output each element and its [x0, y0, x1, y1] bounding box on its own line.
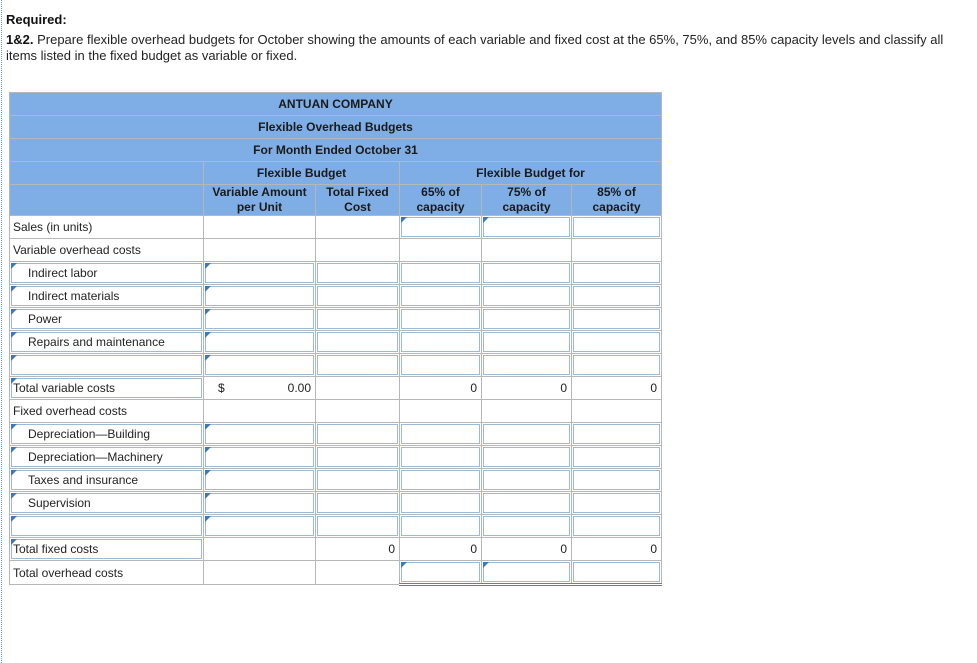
amount-75-input[interactable]: [482, 423, 572, 446]
amount-65-input[interactable]: [400, 354, 482, 377]
amount-65-input[interactable]: [400, 262, 482, 285]
empty-cell: [316, 216, 400, 239]
col-header-75: 75% of capacity: [482, 185, 572, 216]
instruction-text: Prepare flexible overhead budgets for October showing the amounts of each variable and fixed cost at the 65%, 75%, and 85% capacity levels and classify all items listed in the fixed budget as variable or fixed.: [6, 32, 944, 63]
table-row: [10, 354, 662, 377]
table-row: [10, 469, 662, 492]
sales-85-input[interactable]: [572, 216, 662, 239]
empty-cell: [204, 538, 316, 561]
amount-65-input[interactable]: [400, 308, 482, 331]
header-blank: [10, 162, 204, 185]
fixed-cost-input[interactable]: [316, 331, 400, 354]
fixed-cost-input[interactable]: [316, 423, 400, 446]
variable-rate-input[interactable]: [204, 285, 316, 308]
table-title: Flexible Overhead Budgets: [10, 116, 662, 139]
instruction-number: 1&2.: [6, 32, 34, 47]
amount-65-input[interactable]: [400, 331, 482, 354]
table-row: [10, 492, 662, 515]
total-variable-65: 0: [400, 377, 482, 400]
table-row: [10, 308, 662, 331]
col-header-total-fixed: Total Fixed Cost: [316, 185, 400, 216]
amount-85-input[interactable]: [572, 515, 662, 538]
row-label-variable-header: Variable overhead costs: [10, 239, 204, 262]
amount-85-input[interactable]: [572, 354, 662, 377]
amount-75-input[interactable]: [482, 331, 572, 354]
empty-cell: [204, 561, 316, 585]
table-row: [10, 538, 662, 561]
total-variable-rate-value: 0.00: [287, 381, 311, 395]
empty-cell: [204, 216, 316, 239]
amount-85-input[interactable]: [572, 446, 662, 469]
row-label-total-variable[interactable]: Total variable costs: [10, 377, 204, 400]
required-heading: Required:: [6, 12, 67, 27]
amount-65-input[interactable]: [400, 446, 482, 469]
fixed-item-label[interactable]: Taxes and insurance: [10, 469, 204, 492]
amount-85-input[interactable]: [572, 331, 662, 354]
variable-rate-input[interactable]: [204, 515, 316, 538]
empty-cell: [316, 561, 400, 585]
variable-item-label[interactable]: Power: [10, 308, 204, 331]
row-label-fixed-header: Fixed overhead costs: [10, 400, 204, 423]
amount-65-input[interactable]: [400, 515, 482, 538]
row-label-total-fixed[interactable]: Total fixed costs: [10, 538, 204, 561]
amount-65-input[interactable]: [400, 285, 482, 308]
group-flexible-budget: Flexible Budget: [204, 162, 400, 185]
variable-rate-input[interactable]: [204, 262, 316, 285]
fixed-cost-input[interactable]: [316, 262, 400, 285]
amount-85-input[interactable]: [572, 423, 662, 446]
variable-item-label[interactable]: Indirect materials: [10, 285, 204, 308]
amount-75-input[interactable]: [482, 285, 572, 308]
fixed-item-label[interactable]: Depreciation—Machinery: [10, 446, 204, 469]
total-fixed-65: 0: [400, 538, 482, 561]
table-row: [10, 423, 662, 446]
variable-item-label[interactable]: Indirect labor: [10, 262, 204, 285]
group-flexible-budget-for: Flexible Budget for: [400, 162, 662, 185]
total-variable-rate: [204, 377, 316, 400]
fixed-item-label[interactable]: [10, 515, 204, 538]
amount-75-input[interactable]: [482, 262, 572, 285]
instructions: [6, 32, 966, 64]
fixed-item-label[interactable]: Depreciation—Building: [10, 423, 204, 446]
total-fixed-85: 0: [572, 538, 662, 561]
variable-rate-input[interactable]: [204, 331, 316, 354]
page-left-border: [1, 0, 2, 663]
table-row: [10, 239, 662, 262]
amount-75-input[interactable]: [482, 492, 572, 515]
variable-rate-input[interactable]: [204, 354, 316, 377]
total-fixed-cost: 0: [316, 538, 400, 561]
fixed-cost-input[interactable]: [316, 446, 400, 469]
row-label-total-overhead: Total overhead costs: [10, 561, 204, 585]
table-period: For Month Ended October 31: [10, 139, 662, 162]
fixed-cost-input[interactable]: [316, 285, 400, 308]
amount-85-input[interactable]: [572, 492, 662, 515]
table-row: [10, 377, 662, 400]
sales-65-input[interactable]: [400, 216, 482, 239]
col-header-65: 65% of capacity: [400, 185, 482, 216]
fixed-cost-input[interactable]: [316, 308, 400, 331]
amount-65-input[interactable]: [400, 423, 482, 446]
fixed-cost-input[interactable]: [316, 354, 400, 377]
col-header-85: 85% of capacity: [572, 185, 662, 216]
total-variable-85: 0: [572, 377, 662, 400]
total-fixed-75: 0: [482, 538, 572, 561]
company-name: ANTUAN COMPANY: [10, 93, 662, 116]
row-label-sales: Sales (in units): [10, 216, 204, 239]
variable-rate-input[interactable]: [204, 469, 316, 492]
col-header-variable: Variable Amount per Unit: [204, 185, 316, 216]
fixed-cost-input[interactable]: [316, 469, 400, 492]
empty-cell: [316, 377, 400, 400]
table-row: [10, 400, 662, 423]
variable-rate-input[interactable]: [204, 308, 316, 331]
amount-85-input[interactable]: [572, 469, 662, 492]
sales-75-input[interactable]: [482, 216, 572, 239]
variable-rate-input[interactable]: [204, 492, 316, 515]
header-blank: [10, 185, 204, 216]
amount-65-input[interactable]: [400, 492, 482, 515]
amount-85-input[interactable]: [572, 308, 662, 331]
amount-75-input[interactable]: [482, 446, 572, 469]
variable-item-label[interactable]: [10, 354, 204, 377]
amount-75-input[interactable]: [482, 308, 572, 331]
fixed-item-label[interactable]: Supervision: [10, 492, 204, 515]
table-row: [10, 216, 662, 239]
table-row: [10, 446, 662, 469]
variable-item-label[interactable]: Repairs and maintenance: [10, 331, 204, 354]
fixed-cost-input[interactable]: [316, 515, 400, 538]
total-overhead-65-input[interactable]: [400, 561, 482, 585]
table-row: [10, 561, 662, 585]
amount-85-input[interactable]: [572, 285, 662, 308]
total-overhead-75-input[interactable]: [482, 561, 572, 585]
amount-85-input[interactable]: [572, 262, 662, 285]
amount-75-input[interactable]: [482, 354, 572, 377]
amount-65-input[interactable]: [400, 469, 482, 492]
fixed-cost-input[interactable]: [316, 492, 400, 515]
amount-75-input[interactable]: [482, 515, 572, 538]
variable-rate-input[interactable]: [204, 446, 316, 469]
table-row: [10, 515, 662, 538]
variable-rate-input[interactable]: [204, 423, 316, 446]
table-row: [10, 331, 662, 354]
table-row: [10, 285, 662, 308]
dollar-sign: $: [218, 381, 225, 395]
table-row: [10, 262, 662, 285]
flexible-budget-table: [9, 92, 662, 586]
total-variable-75: 0: [482, 377, 572, 400]
amount-75-input[interactable]: [482, 469, 572, 492]
total-overhead-85-input[interactable]: [572, 561, 662, 585]
